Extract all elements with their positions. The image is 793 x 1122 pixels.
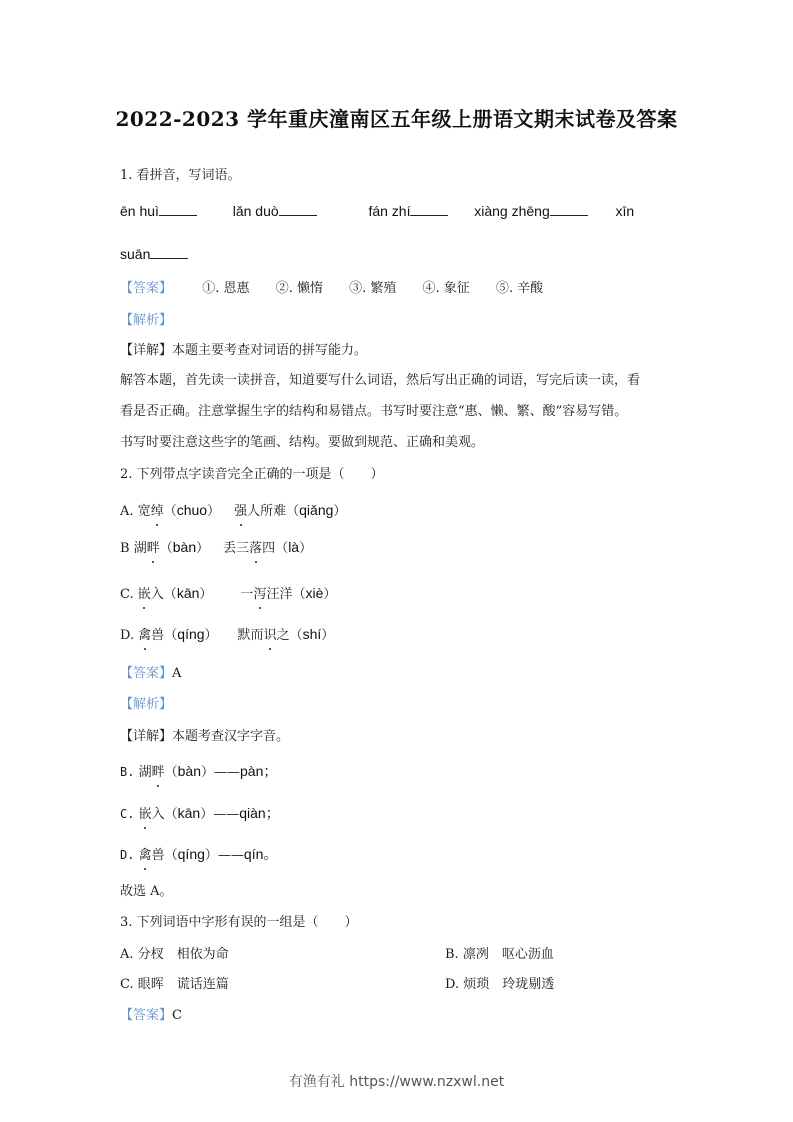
q3-answer	[120, 1006, 182, 1026]
q2-conclusion: 故选 A。	[120, 884, 173, 899]
option-text: 凛冽 呕心沥血	[462, 947, 554, 962]
option-letter: D.	[445, 977, 460, 992]
q3-prompt: 3. 下列词语中字形有误的一组是（ ）	[120, 915, 358, 930]
q1-detail	[120, 341, 367, 361]
dotted-char: 畔	[152, 763, 165, 783]
pinyin-word: lǎn duò	[232, 203, 279, 219]
q2-correction-c: C. 嵌入（kān）——qiàn；	[120, 803, 280, 825]
q1-pinyin-row-2	[120, 244, 192, 264]
word-part: 丢三	[223, 541, 250, 556]
answer-item: ③. 繁殖	[349, 281, 397, 296]
dotted-char: 畔	[147, 539, 160, 559]
dotted-char: 落	[249, 539, 262, 559]
q1-explanation-line: 解答本题，首先读一读拼音，知道要写什么词语，然后写出正确的词语，写完后读一读，看	[120, 373, 641, 388]
pinyin: qíng	[177, 846, 205, 862]
pinyin: pàn；	[240, 763, 278, 779]
option-letter: C.	[120, 807, 135, 821]
q3-option-d	[445, 975, 554, 995]
pinyin: chuo	[176, 502, 208, 518]
word-part: 宽	[137, 504, 151, 519]
footer-watermark: 有渔有礼 https://www.nzxwl.net	[288, 1074, 505, 1090]
answer-blank	[550, 201, 588, 216]
option-letter: D.	[120, 848, 135, 862]
answer-blank	[159, 201, 197, 216]
answer-item: ⑤. 辛酸	[495, 281, 544, 296]
pinyin: bàn	[172, 539, 197, 555]
q2-correction-b: B. 湖畔（bàn）——pàn；	[120, 761, 277, 783]
answer-label: 【答案】	[120, 666, 173, 681]
page-title: 2022-2023 学年重庆潼南区五年级上册语文期末试卷及答案	[115, 107, 678, 131]
q2-answer	[120, 664, 181, 684]
q2-option-d: D. 禽兽（qíng） 默而识之（shí）	[120, 624, 334, 646]
dotted-char: 禽	[138, 626, 151, 646]
pinyin: qiàn；	[239, 805, 280, 821]
word-part: 人所难	[247, 504, 287, 519]
option-letter: A.	[120, 504, 134, 519]
q2-detail	[120, 727, 289, 747]
dotted-char: 禽	[139, 846, 152, 866]
dotted-char: 嵌	[139, 805, 152, 825]
word-part: 兽	[151, 628, 165, 643]
q1-explanation-line: 看是否正确。注意掌握生字的结构和易错点。书写时要注意“惠、懒、繁、酸”容易写错。	[120, 404, 628, 419]
pinyin-word: suān	[120, 246, 151, 262]
word-part: 默而	[237, 628, 264, 643]
q2-prompt: 2. 下列带点字读音完全正确的一项是（ ）	[120, 467, 384, 482]
analysis-label: 【解析】	[120, 313, 173, 328]
dotted-char: 泻	[253, 585, 266, 605]
pinyin: qiǎng	[299, 502, 334, 518]
word-part: 四	[262, 541, 276, 556]
pinyin-word: ēn huì	[120, 203, 159, 219]
q1-answer	[120, 279, 543, 299]
answer-blank	[410, 201, 448, 216]
pinyin: shí	[302, 626, 322, 642]
q2-option-c: C. 嵌入（kān） 一泻汪洋（xiè）	[120, 583, 336, 605]
option-letter: D.	[120, 628, 135, 643]
answer-blank	[279, 201, 317, 216]
detail-label: 【详解】	[120, 343, 173, 358]
dotted-char: 嵌	[138, 585, 151, 605]
word-part: 湖	[138, 765, 152, 780]
word-part: 入	[151, 807, 165, 822]
word-part: 之	[276, 628, 290, 643]
q2-correction-d: D. 禽兽（qíng）——qín。	[120, 844, 277, 866]
pinyin-word: xiàng zhēng	[474, 203, 550, 219]
answer-label: 【答案】	[120, 281, 173, 296]
q1-explanation-line: 书写时要注意这些字的笔画、结构。要做到规范、正确和美观。	[120, 435, 485, 450]
pinyin: xiè	[305, 585, 324, 601]
option-letter: B.	[445, 947, 459, 962]
answer-item: ④. 象征	[422, 281, 470, 296]
option-letter: C.	[120, 587, 134, 602]
pinyin-word: fán zhí	[368, 203, 411, 219]
pinyin: kān	[177, 805, 201, 821]
answer-item: ①. 恩惠	[202, 281, 250, 296]
word-part: 入	[150, 587, 164, 602]
pinyin: bàn	[177, 763, 201, 779]
analysis-label: 【解析】	[120, 697, 173, 712]
word-part: 湖	[133, 541, 147, 556]
option-text: 分杈 相依为命	[137, 947, 229, 962]
detail-text: 本题考查汉字字音。	[172, 729, 290, 744]
detail-text: 本题主要考查对词语的拼写能力。	[172, 343, 368, 358]
dotted-char: 绰	[151, 502, 164, 522]
q1-pinyin-row-1	[120, 201, 634, 221]
q1-prompt: 1. 看拼音，写词语。	[120, 168, 241, 183]
q2-option-a: A. 宽绰（chuo） 强人所难（qiǎng）	[120, 500, 346, 522]
q3-option-a	[120, 945, 229, 965]
word-part: 一	[240, 587, 254, 602]
option-text: 眼晖 谎话连篇	[137, 977, 229, 992]
word-part: 兽	[151, 848, 165, 863]
answer-blank	[150, 244, 188, 259]
option-letter: A.	[120, 947, 134, 962]
detail-label: 【详解】	[120, 729, 173, 744]
word-part: 汪洋	[266, 587, 293, 602]
pinyin: là	[288, 539, 300, 555]
pinyin: kān	[176, 585, 200, 601]
answer-item: ②. 懒惰	[275, 281, 323, 296]
q2-option-b: B 湖畔（bàn） 丢三落四（là）	[120, 537, 312, 559]
answer-label: 【答案】	[120, 1008, 173, 1023]
option-letter: B.	[120, 765, 135, 779]
pinyin-word: xīn	[615, 203, 635, 219]
option-letter: B	[120, 541, 130, 556]
dotted-char: 强	[234, 502, 247, 522]
q3-option-c	[120, 975, 229, 995]
option-letter: C.	[120, 977, 134, 992]
option-text: 烦琐 玲珑剔透	[463, 977, 555, 992]
pinyin: qín。	[243, 846, 278, 862]
answer-value: A	[172, 666, 182, 681]
q3-option-b	[445, 945, 554, 965]
answer-value: C	[172, 1008, 182, 1023]
pinyin: qíng	[177, 626, 205, 642]
dotted-char: 识	[264, 626, 277, 646]
